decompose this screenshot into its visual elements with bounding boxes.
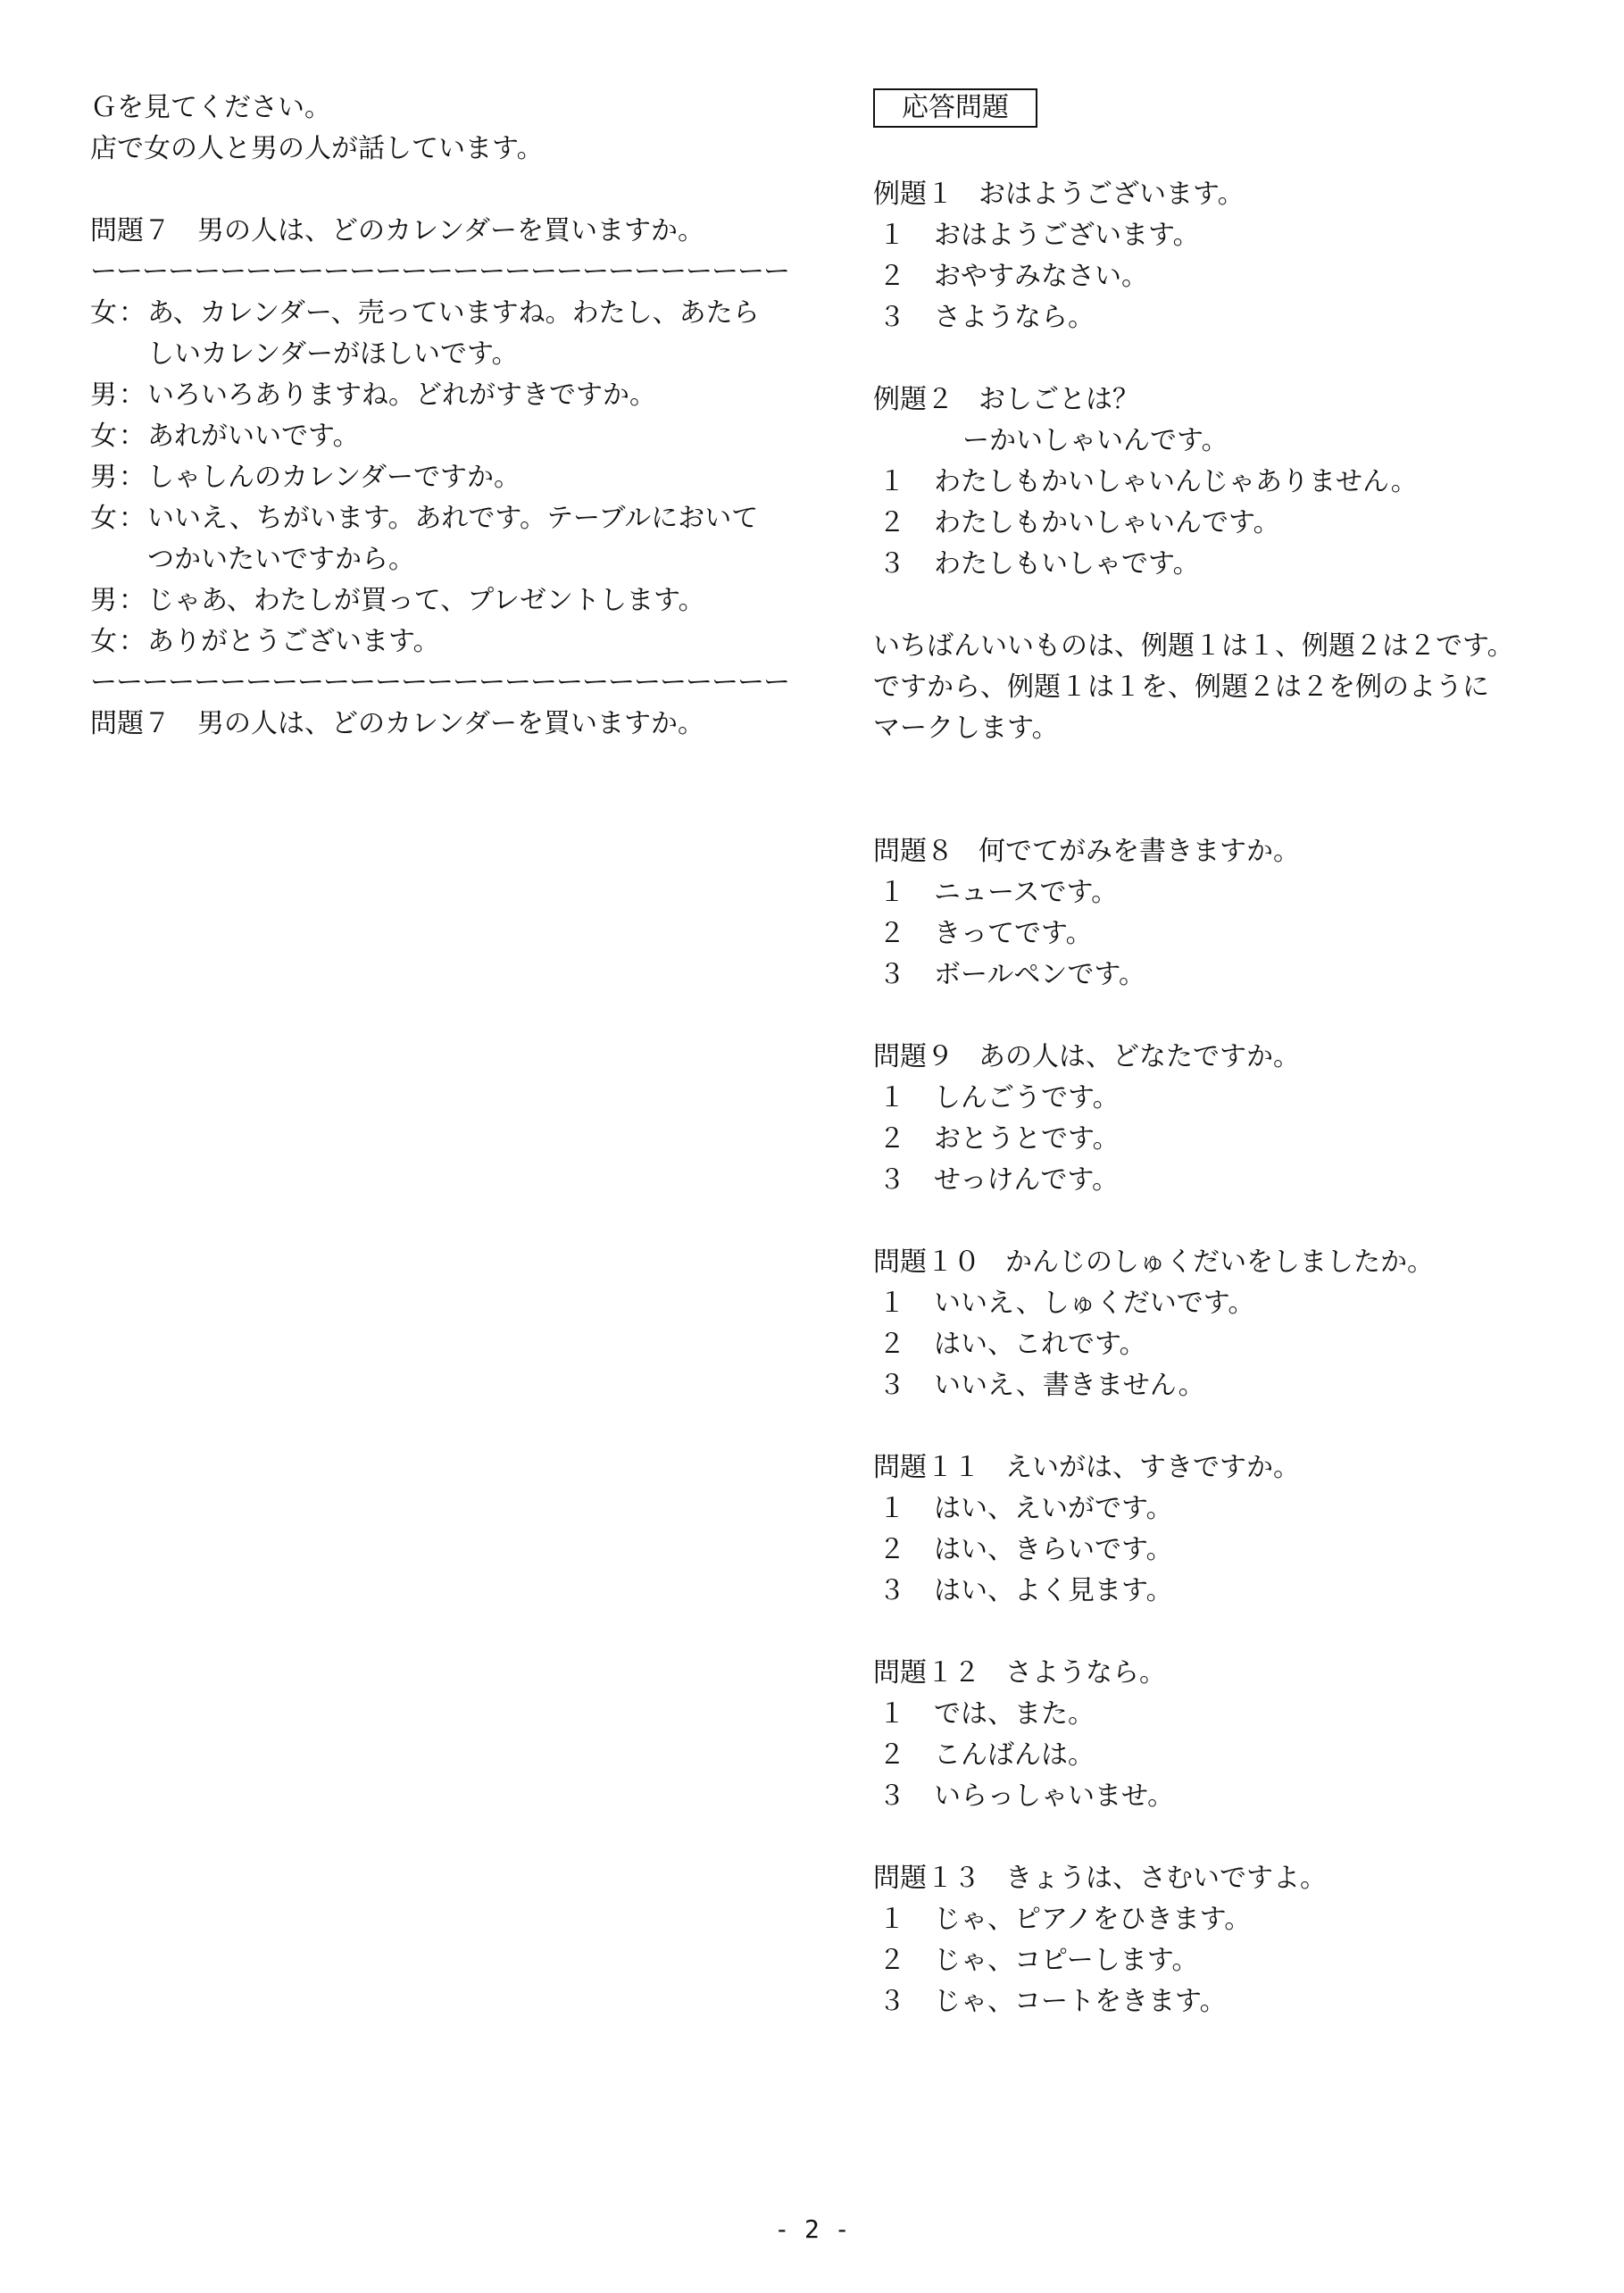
question-heading [873, 1447, 1587, 1488]
note-line: ですから、例題１は１を、例題２は２を例のように [873, 671, 1489, 703]
option-text: わたしもいしゃです。 [934, 548, 1200, 580]
speaker-label: 女 [90, 297, 117, 329]
answer-option [873, 1776, 1587, 1817]
answer-option [873, 1735, 1587, 1776]
option-text: しんごうです。 [934, 1082, 1120, 1113]
answer-option [873, 297, 1587, 338]
speaker-colon: ： [119, 421, 146, 452]
option-text: はい、きらいです。 [934, 1534, 1173, 1565]
answer-option [873, 1899, 1587, 1940]
answer-option [873, 544, 1587, 585]
speaker-colon: ： [119, 379, 146, 411]
option-number: １ [879, 1082, 905, 1113]
option-text: はい、これです。 [934, 1329, 1146, 1360]
option-text: いらっしゃいませ。 [934, 1780, 1175, 1812]
option-text: さようなら。 [934, 302, 1095, 333]
option-number: ２ [879, 918, 905, 949]
question-12 [873, 1653, 1587, 1817]
question-heading [873, 1858, 1587, 1899]
page-number: - 2 - [774, 2214, 850, 2244]
option-number: ３ [879, 302, 905, 333]
example-prompt: おしごとは？ [979, 384, 1139, 415]
option-number: ２ [879, 1123, 905, 1155]
answer-option [873, 1694, 1587, 1735]
section-title-box: 応答問題 [873, 88, 1037, 128]
option-number: １ [879, 1288, 905, 1319]
answer-option [873, 1160, 1587, 1201]
answer-option [873, 1530, 1587, 1571]
option-text: じゃ、ピアノをひきます。 [934, 1904, 1252, 1935]
option-number: ３ [879, 1164, 905, 1196]
example-reply: ーかいしゃいんです。 [962, 425, 1228, 456]
speaker-label: 男 [90, 585, 117, 616]
listening-script-column [90, 88, 789, 745]
option-number: １ [879, 877, 905, 908]
question-label: 問題１１ [873, 1452, 980, 1483]
speaker-colon: ： [119, 462, 146, 493]
question-prompt: あの人は、どなたですか。 [979, 1041, 1300, 1072]
option-text: ニュースです。 [934, 877, 1119, 908]
option-number: ２ [879, 1534, 905, 1565]
dashed-separator: ーーーーーーーーーーーーーーーーーーーーーーーーーーー [90, 256, 789, 288]
answer-option [873, 1365, 1587, 1406]
option-text: おとうとです。 [934, 1123, 1120, 1155]
question-heading [873, 1653, 1587, 1694]
option-number: ３ [879, 959, 905, 990]
instruction-note [873, 626, 1587, 749]
dialogue-turn [90, 375, 769, 416]
dialogue-text: あれがいいです。 [147, 421, 360, 452]
option-text: はい、よく見ます。 [934, 1575, 1173, 1606]
option-number: ２ [879, 1945, 905, 1976]
speaker-label: 女 [90, 503, 117, 534]
question-7-heading: 問題７ 男の人は、どのカレンダーを買いますか。 [90, 215, 705, 246]
question-10 [873, 1242, 1587, 1406]
example-heading [873, 379, 1587, 421]
answer-option [873, 256, 1587, 297]
dialogue-turn [90, 457, 769, 498]
option-number: ３ [879, 1780, 905, 1812]
answer-option [873, 1488, 1587, 1530]
dialogue-turn [90, 416, 769, 457]
answer-option [873, 1981, 1587, 2022]
option-number: ３ [879, 1986, 905, 2017]
dialogue-text: ありがとうございます。 [147, 626, 440, 657]
question-label: 問題９ [873, 1041, 954, 1072]
speaker-colon: ： [119, 585, 146, 616]
dialogue-turn [90, 580, 769, 621]
option-text: せっけんです。 [934, 1164, 1119, 1196]
option-text: わたしもかいしゃいんじゃありません。 [934, 466, 1418, 497]
question-label: 問題１０ [873, 1247, 980, 1278]
example-label: 例題１ [873, 179, 954, 210]
answer-option [873, 503, 1587, 544]
speaker-label: 男 [90, 462, 117, 493]
question-heading [873, 1242, 1587, 1283]
answer-option [873, 1940, 1587, 1981]
example-heading [873, 174, 1587, 215]
option-number: １ [879, 1493, 905, 1524]
speaker-colon: ： [119, 503, 146, 534]
question-prompt: きょうは、さむいですよ。 [1005, 1863, 1327, 1894]
option-number: ２ [879, 1329, 905, 1360]
example-1 [873, 174, 1587, 338]
question-heading [873, 1037, 1587, 1078]
speaker-colon: ： [119, 626, 146, 657]
option-text: おやすみなさい。 [934, 261, 1148, 292]
option-text: ボールペンです。 [934, 959, 1145, 990]
question-9 [873, 1037, 1587, 1201]
note-line: いちばんいいものは、例題１は１、例題２は２です。 [873, 630, 1514, 662]
speaker-label: 男 [90, 379, 117, 411]
option-text: では、また。 [934, 1698, 1095, 1730]
dialogue-text: じゃあ、わたしが買って、プレゼントします。 [147, 585, 705, 616]
question-label: 問題１３ [873, 1863, 980, 1894]
answer-option [873, 462, 1587, 503]
option-number: ２ [879, 507, 905, 538]
example-prompt: おはようございます。 [979, 179, 1245, 210]
option-number: １ [879, 1904, 905, 1935]
question-7-repeat: 問題７ 男の人は、どのカレンダーを買いますか。 [90, 708, 705, 739]
question-label: 問題８ [873, 836, 954, 867]
option-text: わたしもかいしゃいんです。 [934, 507, 1280, 538]
speaker-label: 女 [90, 626, 117, 657]
option-text: おはようございます。 [934, 220, 1200, 251]
option-number: １ [879, 1698, 905, 1730]
answer-option [873, 1324, 1587, 1365]
option-number: ２ [879, 261, 905, 292]
speaker-label: 女 [90, 421, 117, 452]
dialogue-turn [90, 621, 769, 663]
question-heading [873, 831, 1587, 872]
answer-option [873, 1078, 1587, 1119]
instruction-text: Ｇを見てください。 [90, 92, 331, 123]
question-11 [873, 1447, 1587, 1612]
dashed-separator: ーーーーーーーーーーーーーーーーーーーーーーーーーーー [90, 667, 789, 698]
question-prompt: さようなら。 [1005, 1657, 1166, 1688]
dialogue-turn [90, 293, 769, 375]
example-2 [873, 379, 1587, 585]
option-number: ２ [879, 1739, 905, 1771]
question-prompt: 何でてがみを書きますか。 [979, 836, 1300, 867]
question-8 [873, 831, 1587, 996]
question-prompt: えいがは、すきですか。 [1005, 1452, 1300, 1483]
option-text: こんばんは。 [934, 1739, 1095, 1771]
option-number: ３ [879, 548, 905, 580]
dialogue-text: しゃしんのカレンダーですか。 [147, 462, 521, 493]
note-line: マークします。 [873, 713, 1059, 744]
option-text: じゃ、コピーします。 [934, 1945, 1199, 1976]
option-number: １ [879, 220, 905, 251]
dialogue-text: いろいろありますね。どれがすきですか。 [147, 379, 656, 411]
dialogue-text: いいえ、ちがいます。あれです。テーブルにおいてつかいたいですから。 [147, 503, 759, 575]
example-label: 例題２ [873, 384, 954, 415]
dialogue-turn [90, 498, 769, 580]
answer-option [873, 913, 1587, 955]
speaker-colon: ： [119, 297, 146, 329]
option-text: じゃ、コートをきます。 [934, 1986, 1227, 2017]
option-number: １ [879, 466, 905, 497]
option-text: きってです。 [934, 918, 1093, 949]
response-questions-column [873, 88, 1587, 2064]
answer-option [873, 215, 1587, 256]
question-13 [873, 1858, 1587, 2022]
answer-option [873, 1119, 1587, 1160]
option-text: はい、えいがです。 [934, 1493, 1173, 1524]
option-number: ３ [879, 1575, 905, 1606]
answer-option [873, 955, 1587, 996]
answer-option [873, 1283, 1587, 1324]
answer-option [873, 872, 1587, 913]
answer-option [873, 1571, 1587, 1612]
question-label: 問題１２ [873, 1657, 980, 1688]
option-text: いいえ、書きません。 [934, 1370, 1205, 1401]
option-text: いいえ、しゅくだいです。 [934, 1288, 1255, 1319]
dialogue-text: あ、カレンダー、売っていますね。わたし、あたらしいカレンダーがほしいです。 [147, 297, 760, 370]
option-number: ３ [879, 1370, 905, 1401]
scene-description: 店で女の人と男の人が話しています。 [90, 133, 544, 164]
question-prompt: かんじのしゅくだいをしましたか。 [1005, 1247, 1434, 1278]
